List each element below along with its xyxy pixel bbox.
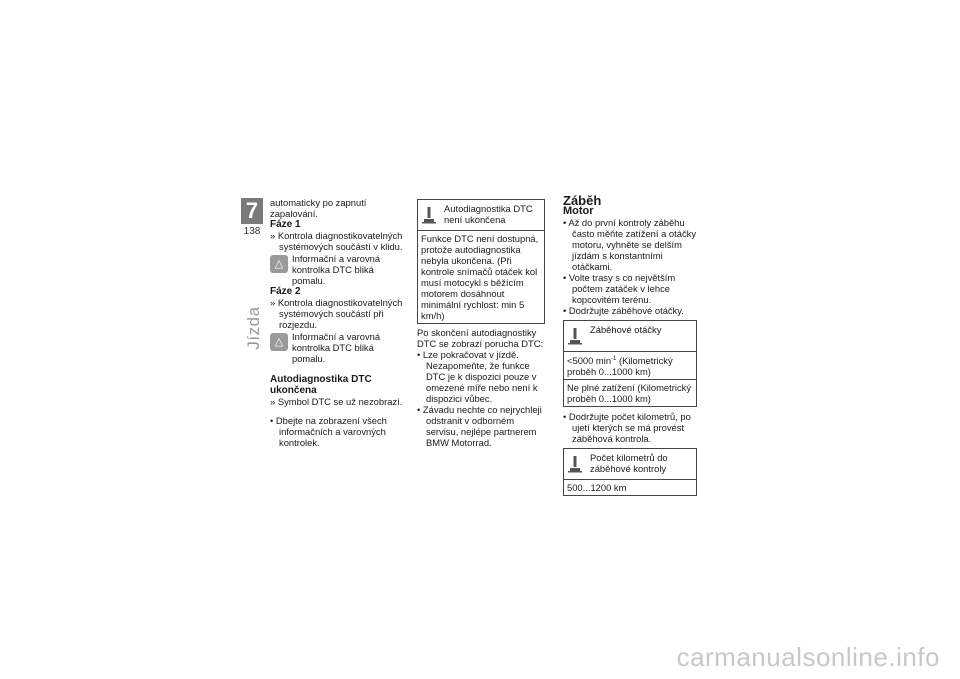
chapter-title: Jízda	[244, 306, 263, 350]
km-table	[563, 448, 697, 496]
rpm-table-row-1	[564, 352, 696, 380]
phase2-heading: Fáze 2	[270, 286, 301, 297]
dtc-table-title: Autodiagnostika DTC není ukončena	[444, 203, 533, 225]
breakin-bullet-3: • Dodržujte záběhové otáčky.	[563, 305, 684, 316]
km-table-header	[564, 449, 696, 480]
column-1	[270, 197, 404, 448]
breakin-bullet-1: • Až do první kontroly záběhu často měňte zatížení a otáčky motoru, vyhněte se delším jízdám s konstantními otáčkami.	[563, 217, 697, 272]
phase1-heading: Fáze 1	[270, 219, 301, 230]
dtc-bullet-2: • Závadu nechte co nejrychleji odstranit v odborném servisu, nejlépe partnerem BMW Motorrad.	[417, 404, 542, 448]
phase2-item: » Kontrola diagnostikovatelných systémových součástí při rozjezdu.	[270, 297, 403, 330]
phase1-note-text: Informační a varovná kontrolka DTC bliká pomalu.	[292, 253, 381, 286]
breakin-bullet-2: • Volte trasy s co největším počtem zatáček v lehce kopcovitém terénu.	[563, 272, 676, 305]
rpm-table-row-2: Ne plné zatížení (Kilometrický proběh 0...1000 km)	[567, 382, 692, 405]
warning-light-icon: △	[270, 255, 288, 273]
done-item: » Symbol DTC se už nezobrazí.	[270, 396, 403, 407]
phase2-note-text: Informační a varovná kontrolka DTC bliká pomalu.	[292, 331, 381, 364]
rpm-range: (Kilometrický proběh 0...1000 km)	[567, 355, 673, 378]
column-3	[563, 195, 697, 496]
breakin-bullet-4: • Dodržujte počet kilometrů, po ujetí kterých se má provést záběhová kontrola.	[563, 411, 691, 445]
dtc-table	[417, 199, 545, 324]
column-2	[417, 199, 545, 448]
info-icon	[422, 206, 436, 224]
phase1-note	[270, 253, 404, 286]
dtc-table-header	[418, 200, 544, 231]
dtc-bullet-1: • Lze pokračovat v jízdě. Nezapomeňte, že funkce DTC je k dispozici pouze v omezené míře nebo není k dispozici vůbec.	[417, 349, 538, 404]
km-table-title: Počet kilometrů do záběhové kontroly	[590, 452, 668, 475]
rpm-unit-exponent: -1	[611, 356, 617, 362]
dtc-table-body: Funkce DTC není dostupná, protože autodiagnostika nebyla ukončena. (Při kontrole snímačů otáček kol musí motocykl s běžícím motorem dosáhnout minimální rychlost: min 5 km/h)	[421, 233, 539, 321]
phase2-note	[270, 331, 404, 364]
done-bullet: • Dbejte na zobrazení všech informačních a varovných kontrolek.	[270, 415, 387, 448]
rpm-table	[563, 320, 697, 407]
rpm-table-title: Záběhové otáčky	[590, 324, 662, 335]
done-heading: Autodiagnostika DTC ukončena	[270, 374, 372, 396]
rpm-table-header	[564, 321, 696, 352]
page-number: 138	[243, 226, 261, 237]
after-text: Po skončení autodiagnostiky DTC se zobrazí porucha DTC:	[417, 327, 544, 349]
intro-text: automaticky po zapnutí zapalování.	[270, 197, 367, 219]
warning-light-icon: △	[270, 333, 288, 351]
section-subtitle: Motor	[563, 205, 594, 217]
rpm-value: <5000 min	[567, 355, 612, 367]
km-table-row: 500...1200 km	[567, 482, 627, 494]
chapter-number: 7	[241, 198, 263, 224]
section-title: Záběh	[563, 193, 602, 208]
info-icon	[568, 455, 582, 473]
watermark: carmanualsonline.info	[676, 642, 940, 672]
phase1-item: » Kontrola diagnostikovatelných systémových součástí v klidu.	[270, 230, 403, 252]
info-icon	[568, 327, 582, 345]
